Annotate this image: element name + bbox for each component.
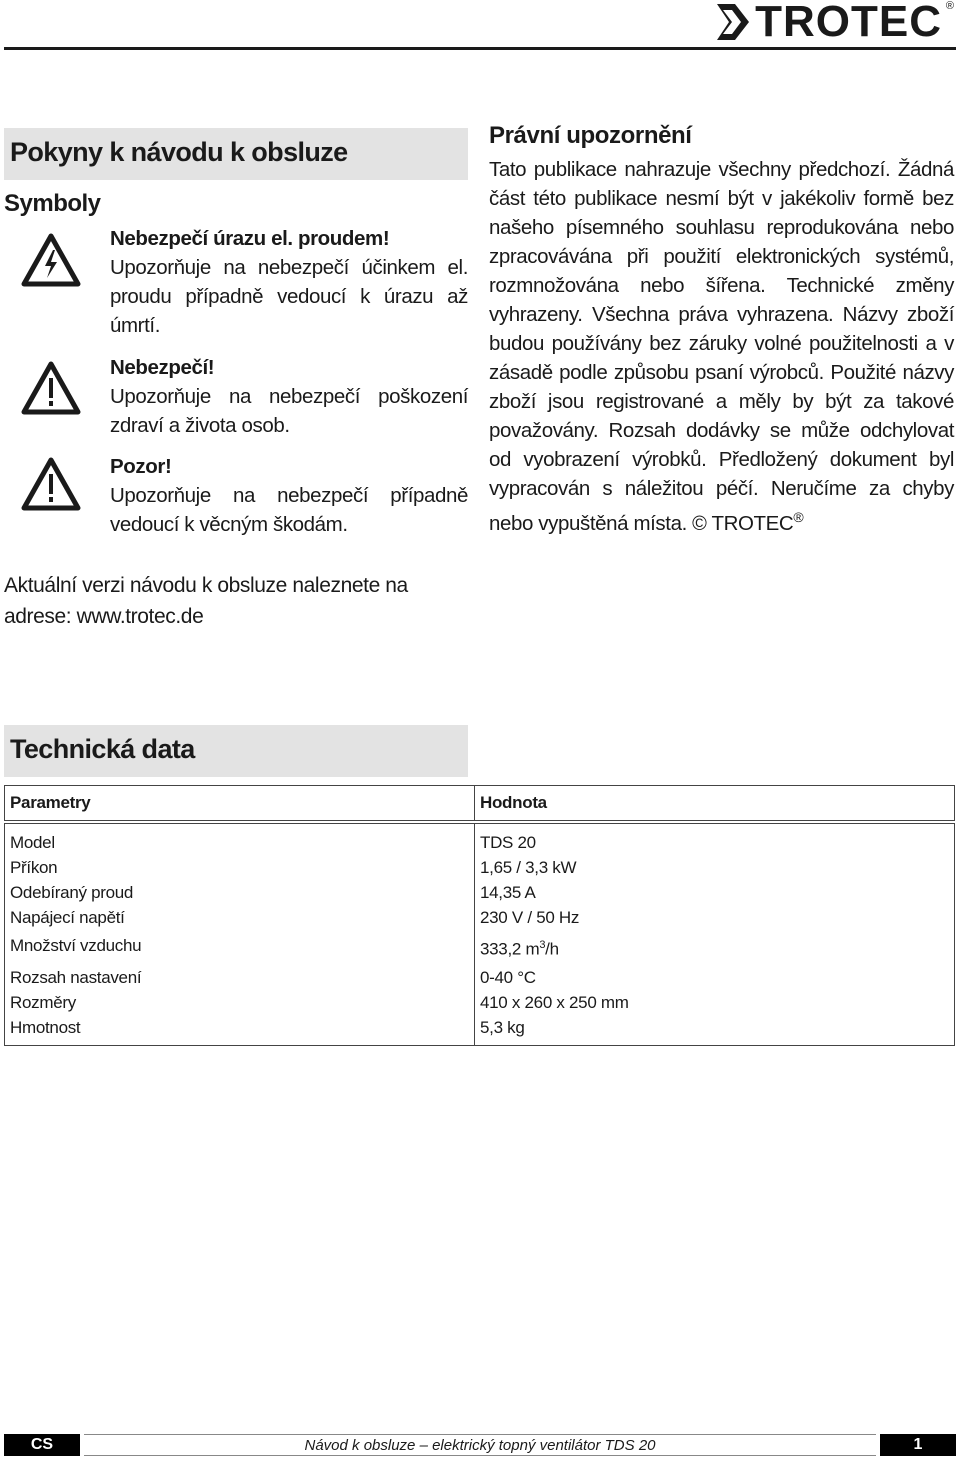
symbol-electric-title: Nebezpečí úrazu el. proudem! (110, 227, 390, 250)
symbol-danger-title: Nebezpečí! (110, 356, 215, 379)
symbol-caution-title: Pozor! (110, 455, 172, 478)
value-cell (475, 930, 955, 965)
instructions-heading-band (4, 128, 468, 180)
registered-symbol: ® (793, 509, 804, 525)
param-cell: Napájecí napětí (5, 905, 475, 930)
param-cell: Rozměry (5, 990, 475, 1015)
param-cell: Model (5, 830, 475, 855)
instructions-heading: Pokyny k návodu k obsluze (10, 137, 348, 167)
footer-page-number: 1 (880, 1434, 956, 1456)
value-cell: 230 V / 50 Hz (475, 905, 955, 930)
brand-registered-mark: ® (945, 0, 954, 12)
value-superscript: 3 (539, 939, 546, 951)
copyright-symbol: © (692, 512, 707, 535)
table-row (5, 880, 955, 905)
online-manual-note: Aktuální verzi návodu k obsluze naleznete na adrese: www.trotec.de (4, 574, 408, 628)
footer-language: CS (4, 1434, 80, 1456)
spacer-cell (5, 822, 475, 830)
column-header-parameters: Parametry (5, 786, 475, 823)
copyright-name: TROTEC (711, 511, 794, 535)
legal-body-text: Tato publikace nahrazuje všechny předchozí. Žádná část této publikace nesmí být v jakékoliv formě bez našeho písemného souhlasu reprodukována nebo zpracovávána při použití elektronických systémů, rozmnožována nebo šířena. Technické změny vyhrazeny. Všechna práva vyhrazena. Názvy zboží budou používány bez záruky volné použitelnosti a v zásadě podle způsobu psaní výrobců. Použité názvy zboží jsou registrované a měly by být za takové považovány. Rozsah dodávky se může odchylovat od vyobrazení výrobků. Předložený dokument byl vypracován s náležitou péčí. Neručíme za chyby nebo vypuštěná místa. (489, 158, 954, 535)
value-cell: 0-40 °C (475, 965, 955, 990)
param-cell: Hmotnost (5, 1015, 475, 1046)
param-cell: Odebíraný proud (5, 880, 475, 905)
electric-hazard-icon (20, 232, 82, 288)
table-spacer-row (5, 822, 955, 830)
param-cell: Příkon (5, 855, 475, 880)
value-cell: TDS 20 (475, 830, 955, 855)
table-row (5, 855, 955, 880)
symbol-caution-description: Upozorňuje na nebezpečí případně vedoucí k věcným škodám. (110, 484, 468, 536)
legal-body (489, 155, 954, 539)
table-row (5, 830, 955, 855)
param-cell: Množství vzduchu (5, 930, 475, 965)
param-cell: Rozsah nastavení (5, 965, 475, 990)
column-header-value: Hodnota (475, 786, 955, 823)
table-row (5, 1015, 955, 1046)
value-unit: /h (545, 939, 559, 959)
value-cell: 14,35 A (475, 880, 955, 905)
trotec-logo (715, 0, 954, 46)
caution-exclamation-icon (20, 456, 82, 512)
symbol-danger-text (110, 353, 468, 440)
table-row (5, 905, 955, 930)
table-row (5, 965, 955, 990)
technical-data-table (4, 785, 955, 1046)
symbol-caution-text (110, 452, 468, 539)
warning-exclamation-icon (20, 360, 82, 416)
symbols-title: Symboly (4, 190, 101, 217)
table-header-row (5, 786, 955, 823)
table-row (5, 990, 955, 1015)
value-cell: 410 x 260 x 250 mm (475, 990, 955, 1015)
footer-title: Návod k obsluze – elektrický topný ventilátor TDS 20 (84, 1434, 876, 1456)
legal-title: Právní upozornění (489, 122, 692, 149)
table-row (5, 930, 955, 965)
value-cell: 1,65 / 3,3 kW (475, 855, 955, 880)
spacer-cell (475, 822, 955, 830)
symbol-danger-description: Upozorňuje na nebezpečí poškození zdraví a života osob. (110, 385, 468, 437)
brand-name: TROTEC (755, 0, 942, 46)
technical-heading: Technická data (10, 734, 195, 764)
value-text: 333,2 m (480, 939, 540, 959)
page-footer (4, 1434, 956, 1456)
symbol-electric-description: Upozorňuje na nebezpečí účinkem el. proudu případně vedoucí k úrazu až úmrtí. (110, 256, 468, 337)
trotec-logo-mark-icon (715, 2, 751, 42)
header-rule (4, 47, 956, 50)
technical-heading-band (4, 725, 468, 777)
symbol-electric-text (110, 224, 468, 340)
value-cell: 5,3 kg (475, 1015, 955, 1046)
